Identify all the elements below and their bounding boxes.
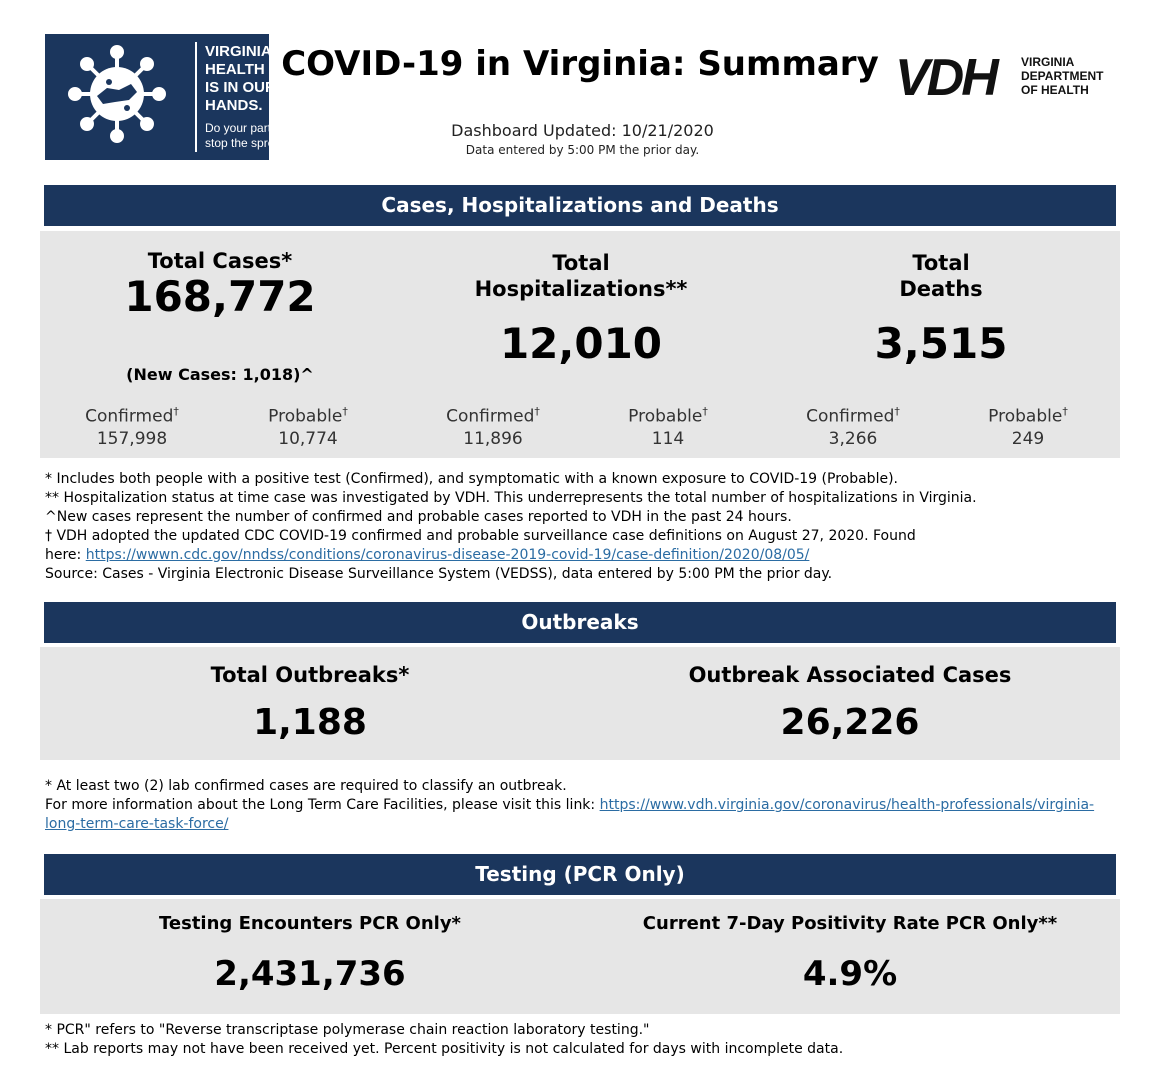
vdh-logo-mark: VDH <box>895 49 996 107</box>
deaths-label-line-1: Total <box>912 251 970 275</box>
outbreaks-note-2-continued <box>45 815 228 834</box>
cases-source-note: Source: Cases - Virginia Electronic Disease Surveillance System (VEDSS), data entered by 5:00 PM the prior day. <box>45 566 833 582</box>
page-title: COVID-19 in Virginia: Summary <box>281 44 879 84</box>
cases-note-3: ^New cases represent the number of confirmed and probable cases reported to VDH in the past 24 hours. <box>45 509 792 525</box>
ltc-task-force-link-continued[interactable]: long-term-care-task-force/ <box>45 816 229 832</box>
dashboard-updated: Dashboard Updated: 10/21/2020 <box>451 121 714 140</box>
cdc-case-definition-link[interactable]: https://wwwn.cdc.gov/nndss/conditions/coronavirus-disease-2019-covid-19/case-definition/2020/08/05/ <box>85 547 810 563</box>
testing-section-header: Testing (PCR Only) <box>44 854 1116 895</box>
outbreaks-note-1: * At least two (2) lab confirmed cases are required to classify an outbreak. <box>45 778 567 794</box>
total-cases-value: 168,772 <box>124 272 316 321</box>
cases-note-1: * Includes both people with a positive test (Confirmed), and symptomatic with a known exposure to COVID-19 (Probable). <box>45 471 898 487</box>
deaths-probable-label: Probable† <box>988 405 1068 427</box>
positivity-rate-value: 4.9% <box>802 954 898 994</box>
dagger-mark: † <box>342 405 348 418</box>
outbreaks-section-header: Outbreaks <box>44 602 1116 643</box>
deaths-label-line-2: Deaths <box>899 277 983 301</box>
badge-line-5: Do your part, <box>205 121 275 135</box>
vdh-logo-line-3: OF HEALTH <box>1021 83 1089 97</box>
cases-note-5: here: https://wwwn.cdc.gov/nndss/conditions/coronavirus-disease-2019-covid-19/case-definition/2020/08/05/ <box>45 547 810 563</box>
hospitalizations-label-line-2: Hospitalizations** <box>474 277 688 301</box>
outbreak-associated-cases-label: Outbreak Associated Cases <box>688 663 1012 687</box>
outbreaks-note-2: For more information about the Long Term Care Facilities, please visit this link: https://www.vdh.virginia.gov/coronavirus/health-professionals/virginia- <box>45 797 1095 813</box>
hospitalizations-label-line-1: Total <box>552 251 610 275</box>
hospitalizations-confirmed-value: 11,896 <box>463 429 523 449</box>
hospitalizations-probable-label: Probable† <box>628 405 708 427</box>
testing-encounters-label: Testing Encounters PCR Only* <box>159 913 461 934</box>
total-hospitalizations-value: 12,010 <box>499 319 663 368</box>
badge-line-4: HANDS. <box>205 97 263 114</box>
badge-divider <box>195 42 197 152</box>
deaths-probable-value: 249 <box>1011 429 1045 449</box>
testing-note-2: ** Lab reports may not have been received yet. Percent positivity is not calculated for days with incomplete data. <box>45 1041 844 1057</box>
cases-note-2: ** Hospitalization status at time case was investigated by VDH. This underrepresents the total number of hospitalizations in Virginia. <box>45 490 977 506</box>
new-cases-count: (New Cases: 1,018)^ <box>126 365 314 384</box>
testing-note-1: * PCR" refers to "Reverse transcriptase polymerase chain reaction laboratory testing." <box>45 1022 650 1038</box>
dagger-mark: † <box>1062 405 1068 418</box>
dagger-mark: † <box>173 405 179 418</box>
outbreak-associated-cases-value: 26,226 <box>780 702 920 743</box>
badge-line-6: stop the spread. <box>205 136 292 150</box>
deaths-confirmed-label: Confirmed† <box>806 405 900 427</box>
total-deaths-value: 3,515 <box>874 319 1008 368</box>
cases-note-4: † VDH adopted the updated CDC COVID-19 confirmed and probable surveillance case definitions on August 27, 2020. Found <box>45 528 916 544</box>
badge-line-1: VIRGINIA'S <box>205 43 286 60</box>
hospitalizations-confirmed-label: Confirmed† <box>446 405 540 427</box>
total-outbreaks-value: 1,188 <box>253 702 367 743</box>
cases-confirmed-label: Confirmed† <box>85 405 179 427</box>
hospitalizations-probable-value: 114 <box>651 429 685 449</box>
dagger-mark: † <box>894 405 900 418</box>
badge-line-3: IS IN OUR <box>205 79 276 96</box>
virginia-health-badge <box>45 34 292 160</box>
testing-encounters-value: 2,431,736 <box>214 954 406 994</box>
cases-probable-label: Probable† <box>268 405 348 427</box>
virus-icon <box>67 44 167 144</box>
dagger-mark: † <box>534 405 540 418</box>
vdh-logo-line-1: VIRGINIA <box>1021 55 1075 69</box>
ltc-task-force-link[interactable]: https://www.vdh.virginia.gov/coronavirus/health-professionals/virginia- <box>599 797 1095 813</box>
total-cases-label: Total Cases* <box>147 249 293 273</box>
cases-section-header: Cases, Hospitalizations and Deaths <box>44 185 1116 226</box>
total-outbreaks-label: Total Outbreaks* <box>210 663 410 687</box>
badge-line-2: HEALTH <box>205 61 265 78</box>
data-entered-note: Data entered by 5:00 PM the prior day. <box>465 143 700 157</box>
cases-confirmed-value: 157,998 <box>96 429 168 449</box>
vdh-logo <box>893 50 1108 106</box>
positivity-rate-label: Current 7-Day Positivity Rate PCR Only** <box>642 913 1058 934</box>
cases-probable-value: 10,774 <box>278 429 338 449</box>
dagger-mark: † <box>702 405 708 418</box>
vdh-logo-line-2: DEPARTMENT <box>1021 69 1104 83</box>
deaths-confirmed-value: 3,266 <box>828 429 878 449</box>
